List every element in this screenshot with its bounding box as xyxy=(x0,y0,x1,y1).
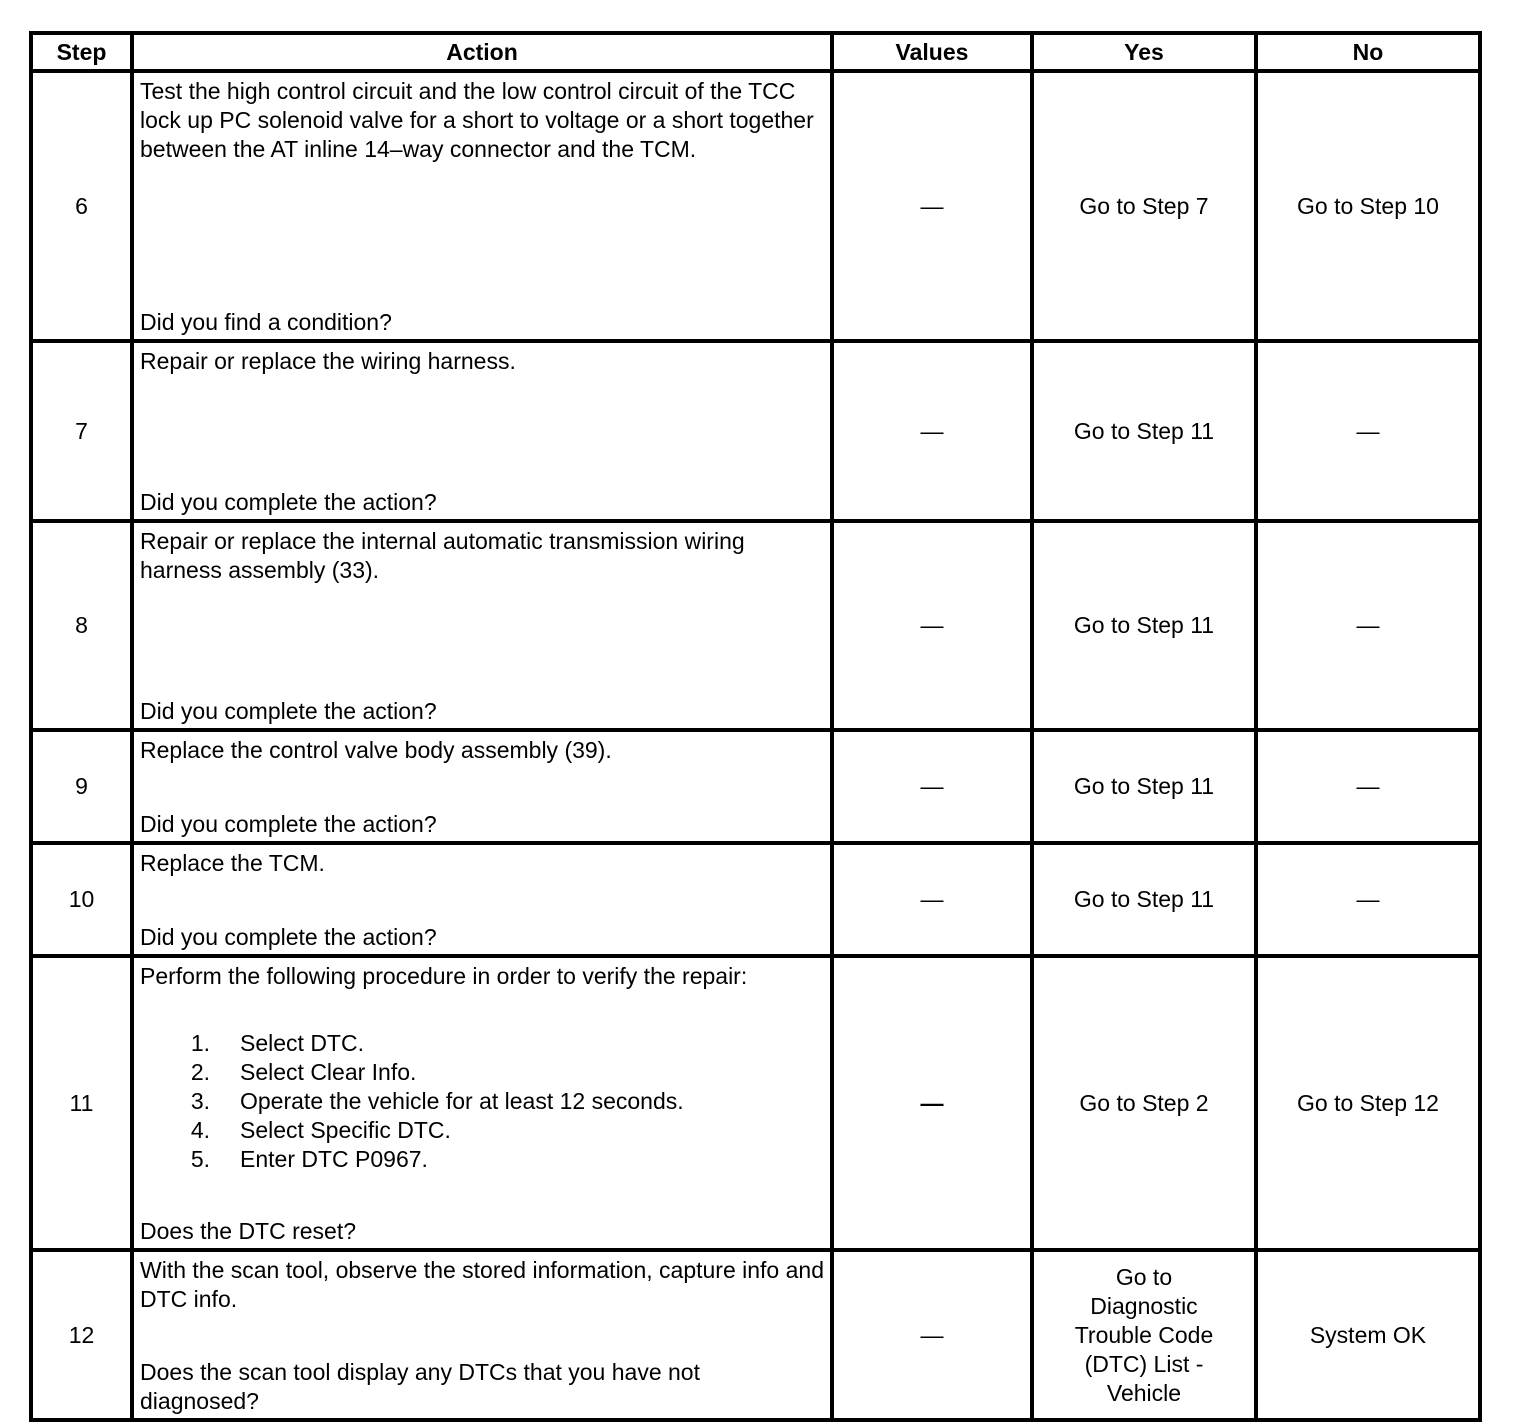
step-number: 9 xyxy=(31,730,132,843)
yes-cell: Go to Step 2 xyxy=(1032,956,1256,1250)
procedure-step-number: 4. xyxy=(190,1117,210,1143)
table-row xyxy=(31,843,1480,956)
step-number: 12 xyxy=(31,1250,132,1420)
table-row xyxy=(31,956,1480,1250)
values-cell: — xyxy=(832,843,1032,956)
no-cell: System OK xyxy=(1256,1250,1480,1420)
table-row xyxy=(31,71,1480,341)
action-text: With the scan tool, observe the stored information, capture info and DTC info. xyxy=(140,1257,824,1312)
action-question: Did you complete the action? xyxy=(140,811,437,837)
header-action: Action xyxy=(132,33,832,71)
procedure-step-text: Select Clear Info. xyxy=(240,1059,417,1085)
values-cell: — xyxy=(832,956,1032,1250)
action-text: Repair or replace the wiring harness. xyxy=(140,348,516,374)
yes-cell: Go to Step 11 xyxy=(1032,730,1256,843)
action-cell xyxy=(132,521,832,730)
action-cell xyxy=(132,956,832,1250)
table-row xyxy=(31,341,1480,521)
values-cell: — xyxy=(832,730,1032,843)
yes-cell: Go to Step 11 xyxy=(1032,341,1256,521)
action-text: Repair or replace the internal automatic transmission wiring harness assembly (33). xyxy=(140,528,745,583)
step-number: 10 xyxy=(31,843,132,956)
yes-link-text: Go to Diagnostic Trouble Code (DTC) List - Vehicle xyxy=(1074,1263,1214,1406)
values-cell: — xyxy=(832,341,1032,521)
procedure-step-number: 3. xyxy=(190,1088,210,1114)
diagnostic-table xyxy=(29,31,1482,1422)
action-cell xyxy=(132,71,832,341)
procedure-step xyxy=(140,1087,824,1116)
step-number: 6 xyxy=(31,71,132,341)
step-number: 8 xyxy=(31,521,132,730)
header-step: Step xyxy=(31,33,132,71)
procedure-list xyxy=(140,1029,824,1174)
procedure-step xyxy=(140,1029,824,1058)
action-question: Does the DTC reset? xyxy=(140,1218,357,1244)
values-cell: — xyxy=(832,71,1032,341)
action-cell xyxy=(132,730,832,843)
procedure-step-text: Enter DTC P0967. xyxy=(240,1146,428,1172)
procedure-step-number: 5. xyxy=(190,1146,210,1172)
no-cell: — xyxy=(1256,730,1480,843)
procedure-step-text: Select DTC. xyxy=(240,1030,364,1056)
procedure-step-text: Select Specific DTC. xyxy=(240,1117,451,1143)
procedure-step xyxy=(140,1116,824,1145)
no-cell: Go to Step 10 xyxy=(1256,71,1480,341)
no-cell: — xyxy=(1256,521,1480,730)
procedure-step-number: 2. xyxy=(190,1059,210,1085)
procedure-step xyxy=(140,1058,824,1087)
header-values: Values xyxy=(832,33,1032,71)
action-text: Test the high control circuit and the low control circuit of the TCC lock up PC solenoid valve for a short to voltage or a short together between the AT inline 14–way connector and the TCM. xyxy=(140,78,814,162)
action-question: Does the scan tool display any DTCs that you have not diagnosed? xyxy=(140,1359,700,1414)
table-row xyxy=(31,521,1480,730)
values-cell: — xyxy=(832,1250,1032,1420)
action-question: Did you complete the action? xyxy=(140,489,437,515)
action-question: Did you find a condition? xyxy=(140,309,392,335)
header-yes: Yes xyxy=(1032,33,1256,71)
values-cell: — xyxy=(832,521,1032,730)
action-text: Perform the following procedure in order to verify the repair: xyxy=(140,963,748,989)
no-cell: — xyxy=(1256,843,1480,956)
action-cell xyxy=(132,843,832,956)
header-row xyxy=(31,33,1480,71)
procedure-step-text: Operate the vehicle for at least 12 seconds. xyxy=(240,1088,684,1114)
action-cell xyxy=(132,341,832,521)
yes-cell: Go to Step 7 xyxy=(1032,71,1256,341)
yes-cell: Go to Step 11 xyxy=(1032,843,1256,956)
table-row xyxy=(31,1250,1480,1420)
step-number: 11 xyxy=(31,956,132,1250)
action-text: Replace the control valve body assembly (39). xyxy=(140,737,612,763)
action-question: Did you complete the action? xyxy=(140,924,437,950)
no-cell: Go to Step 12 xyxy=(1256,956,1480,1250)
action-text: Replace the TCM. xyxy=(140,850,325,876)
step-number: 7 xyxy=(31,341,132,521)
yes-cell: Go to Step 11 xyxy=(1032,521,1256,730)
table-row xyxy=(31,730,1480,843)
procedure-step-number: 1. xyxy=(190,1030,210,1056)
yes-cell xyxy=(1032,1250,1256,1420)
action-cell xyxy=(132,1250,832,1420)
header-no: No xyxy=(1256,33,1480,71)
procedure-step xyxy=(140,1145,824,1174)
action-question: Did you complete the action? xyxy=(140,698,437,724)
no-cell: — xyxy=(1256,341,1480,521)
